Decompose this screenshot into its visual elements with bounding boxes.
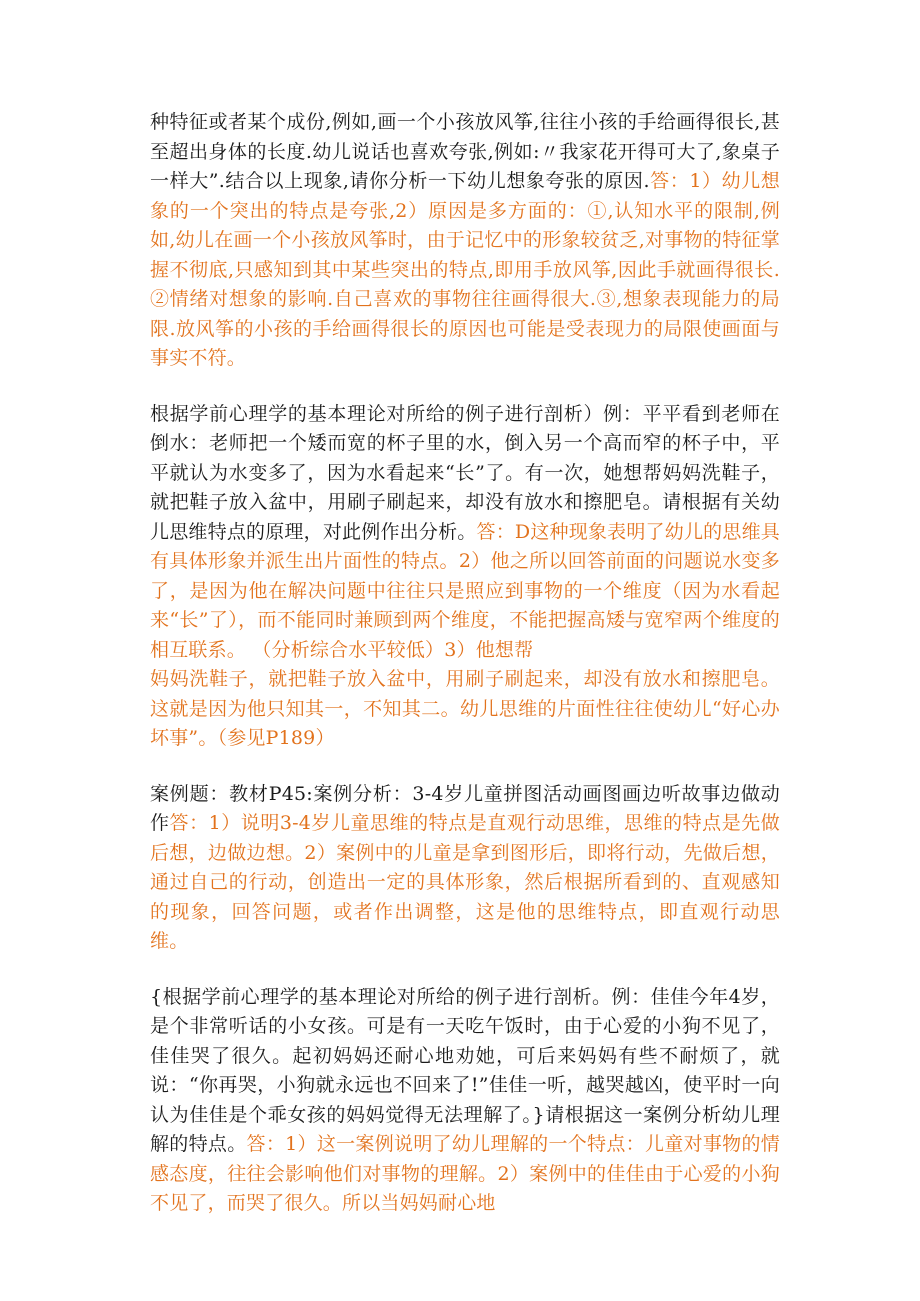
paragraph-understanding [150,983,780,1219]
question-text: 案例题：教材P45:案例分析：3-4岁儿童拼图活动画图画边听故事边做动作 [150,782,780,834]
question-text: {根据学前心理学的基本理论对所给的例子进行剖析。例：佳佳今年4岁，是个非常听话的小女孩。可是有一天吃午饭时，由于心爱的小狗不见了，佳佳哭了很久。起初妈妈还耐心地劝她，可后来妈妈有些不耐烦了，就说：“你再哭，小狗就永远也不回来了!”佳佳一听，越哭越凶，使平时一向认为佳佳是个乖女孩的妈妈觉得无法理解了。}请根据这一案例分析幼儿理解的特点。 [150,985,780,1155]
answer-text: 答：1）说明3-4岁儿童思维的特点是直观行动思维，思维的特点是先做后想，边做边想。2）案例中的儿童是拿到图形后，即将行动，先做后想，通过自己的行动，创造出一定的具体形象，然后根据所看到的、直观感知的现象，回答问题，或者作出调整，这是他的思维特点，即直观行动思维。 [150,812,780,952]
answer-text: 答：1）幼儿想象的一个突出的特点是夸张,2）原因是多方面的：①,认知水平的限制,例如,幼儿在画一个小孩放风筝时，由于记忆中的形象较贫乏,对事物的特征掌握不彻底,只感知到其中某些突出的特点,即用手放风筝,因此手就画得很长.②情绪对想象的影响.自己喜欢的事物往往画得很大.③,想象表现能力的局限.放风筝的小孩的手给画得很长的原因也可能是受表现力的局限使画面与事实不符。 [150,170,780,369]
answer-text-continued: 妈妈洗鞋子，就把鞋子放入盆中，用刷子刷起来，却没有放水和擦肥皂。这就是因为他只知其一，不知其二。幼儿思维的片面性往往使幼儿“好心办坏事”。（参见P189） [150,668,780,749]
question-text: 根据学前心理学的基本理论对所给的例子进行剖析）例：平平看到老师在倒水：老师把一个矮而宽的杯子里的水，倒入另一个高而窄的杯子中，平平就认为水变多了，因为水看起来“长”了。有一次，她想帮妈妈洗鞋子，就把鞋子放入盆中，用刷子刷起来，却没有放水和擦肥皂。请根据有关幼儿思维特点的原理，对此例作出分析。 [150,402,780,543]
paragraph-imagination [150,108,780,374]
question-text: 种特征或者某个成份,例如,画一个小孩放风筝,往往小孩的手给画得很长,甚至超出身体的长度.幼儿说话也喜欢夸张,例如:〃我家花开得可大了,象桌子一样大”.结合以上现象,请你分析一下幼儿想象夸张的原因. [150,111,780,192]
answer-text: 答：D这种现象表明了幼儿的思维具有具体形象并派生出片面性的特点。2）他之所以回答前面的问题说水变多了，是因为他在解决问题中往往只是照应到事物的一个维度（因为水看起来“长”了），而不能同时兼顾到两个维度，不能把握高矮与宽窄两个维度的相互联系。 （分析综合水平较低）3）他想帮 [150,520,780,661]
answer-text: 答：1）这一案例说明了幼儿理解的一个特点：儿童对事物的情感态度，往往会影响他们对事物的理解。2）案例中的佳佳由于心爱的小狗不见了，而哭了很久。所以当妈妈耐心地 [150,1133,780,1214]
document-page [150,108,780,1245]
paragraph-intuitive-action-thinking [150,780,780,957]
paragraph-thinking-one-sided [150,400,780,754]
